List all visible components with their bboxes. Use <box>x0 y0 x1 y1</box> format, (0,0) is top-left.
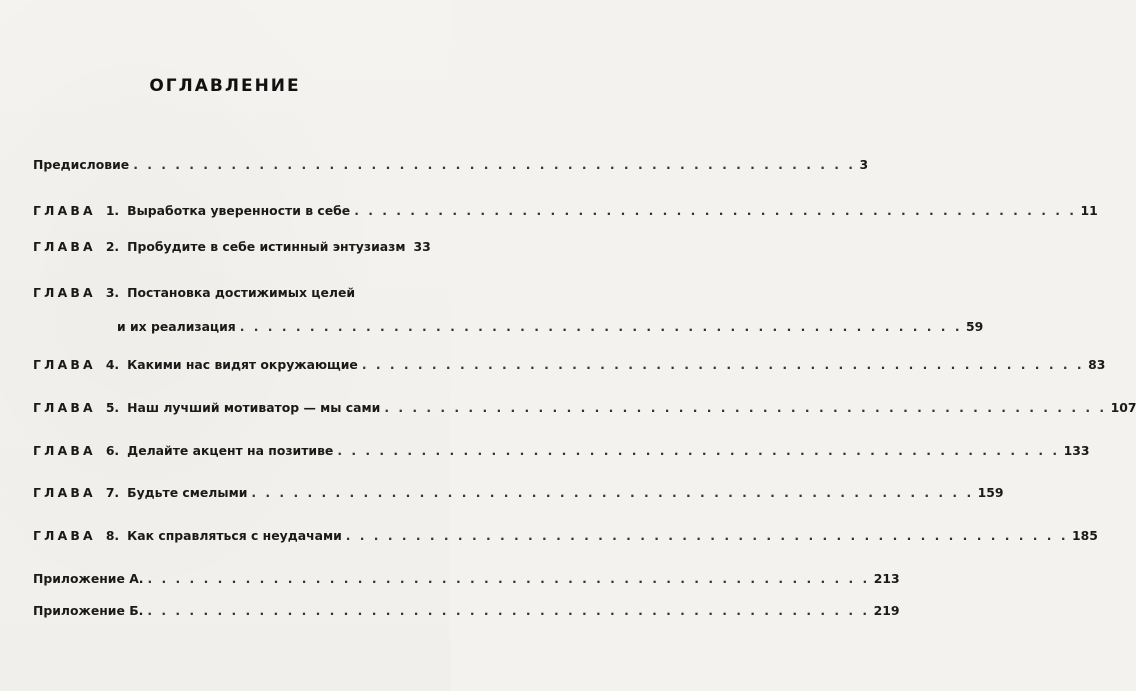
toc-chapter-label: ГЛАВА <box>33 443 96 458</box>
toc-leader-dots: . . . . . . . . . . . . . . . . . . . . . . . . . . . . . . . . . . . . . . . . . . . . . . . . . . . . <box>354 203 1077 218</box>
toc-chapter-number: 3. <box>105 285 120 300</box>
toc-leader-dots: . . . . . . . . . . . . . . . . . . . . . . . . . . . . . . . . . . . . . . . . . . . . . . . . . . . . <box>133 157 856 172</box>
toc-page-number: 3 <box>859 157 869 172</box>
toc-chapter-number: 8. <box>105 528 120 543</box>
toc-entry-chapter-1 <box>33 203 1098 223</box>
toc-chapter-number: 5. <box>105 400 120 415</box>
toc-entry-text: Предисловие <box>33 157 130 172</box>
toc-entry-text: Какими нас видят окружающие <box>127 357 358 372</box>
toc-leader-dots: . . . . . . . . . . . . . . . . . . . . . . . . . . . . . . . . . . . . . . . . . . . . . . . . . . . . <box>345 528 1069 543</box>
toc-entry-chapter-3-continuation <box>117 319 984 339</box>
toc-page-number: 11 <box>1080 203 1098 218</box>
toc-page-number: 219 <box>873 603 900 618</box>
toc-chapter-label: ГЛАВА <box>33 285 96 300</box>
toc-page-number: 133 <box>1063 443 1090 458</box>
toc-entry-text: Пробудите в себе истинный энтузиазм <box>127 239 406 254</box>
toc-chapter-label: ГЛАВА <box>33 485 96 500</box>
toc-entry-text: и их реализация <box>117 319 236 334</box>
toc-chapter-label: ГЛАВА <box>33 239 96 254</box>
toc-entry-chapter-8 <box>33 528 1098 548</box>
toc-chapter-number: 1. <box>105 203 120 218</box>
toc-leader-dots: . . . . . . . . . . . . . . . . . . . . . . . . . . . . . . . . . . . . . . . . . . . . . . . . . . . . <box>251 485 974 500</box>
toc-entry-chapter-5 <box>33 400 1136 420</box>
toc-page-number: 107 <box>1110 400 1136 415</box>
toc-entry-chapter-7 <box>33 485 1004 505</box>
toc-page-number: 59 <box>966 319 984 334</box>
toc-entry-text: Приложение Б. <box>33 603 144 618</box>
toc-entry-text: Делайте акцент на позитиве <box>127 443 334 458</box>
toc-leader-dots: . . . . . . . . . . . . . . . . . . . . . . . . . . . . . . . . . . . . . . . . . . . . . . . . . . . . <box>361 357 1085 372</box>
toc-chapter-number: 7. <box>105 485 120 500</box>
toc-entry-text: Будьте смелыми <box>127 485 248 500</box>
toc-leader-dots: . . . . . . . . . . . . . . . . . . . . . . . . . . . . . . . . . . . . . . . . . . . . . . . . . . . . <box>147 603 870 618</box>
toc-entry-text: Наш лучший мотиватор — мы сами <box>127 400 381 415</box>
toc-leader-dots: . . . . . . . . . . . . . . . . . . . . . . . . . . . . . . . . . . . . . . . . . . . . . . . . . . . . <box>337 443 1060 458</box>
toc-chapter-label: ГЛАВА <box>33 400 96 415</box>
toc-entry-preface <box>33 157 869 177</box>
toc-entry-chapter-2 <box>33 239 431 259</box>
toc-page-number: 83 <box>1088 357 1106 372</box>
toc-entry-text: Постановка достижимых целей <box>127 285 356 300</box>
toc-page-number: 159 <box>977 485 1004 500</box>
toc-leader-dots: . . . . . . . . . . . . . . . . . . . . . . . . . . . . . . . . . . . . . . . . . . . . . . . . . . . . <box>147 571 870 586</box>
page-title: ОГЛАВЛЕНИЕ <box>149 76 301 96</box>
toc-page-number: 213 <box>873 571 900 586</box>
toc-entry-chapter-3 <box>33 285 426 305</box>
toc-chapter-number: 4. <box>105 357 120 372</box>
toc-chapter-label: ГЛАВА <box>33 357 96 372</box>
toc-leader-dots: . . . . . . . . . . . . . . . . . . . . . . . . . . . . . . . . . . . . . . . . . . . . . . . . . . . . <box>384 400 1107 415</box>
toc-page-number: 33 <box>413 239 431 254</box>
toc-entry-text: Приложение А. <box>33 571 144 586</box>
toc-chapter-label: ГЛАВА <box>33 203 96 218</box>
toc-entry-text: Выработка уверенности в себе <box>127 203 351 218</box>
toc-leader-dots: . . . . . . . . . . . . . . . . . . . . . . . . . . . . . . . . . . . . . . . . . . . . . . . . . . . . <box>239 319 963 334</box>
toc-entry-text: Как справляться с неудачами <box>127 528 342 543</box>
toc-entry-chapter-6 <box>33 443 1090 463</box>
toc-chapter-label: ГЛАВА <box>33 528 96 543</box>
toc-chapter-number: 2. <box>105 239 120 254</box>
toc-entry-appendix-b <box>33 603 900 623</box>
toc-entry-appendix-a <box>33 571 900 591</box>
toc-chapter-number: 6. <box>105 443 120 458</box>
toc-entry-chapter-4 <box>33 357 1106 377</box>
toc-page-number: 185 <box>1072 528 1098 543</box>
